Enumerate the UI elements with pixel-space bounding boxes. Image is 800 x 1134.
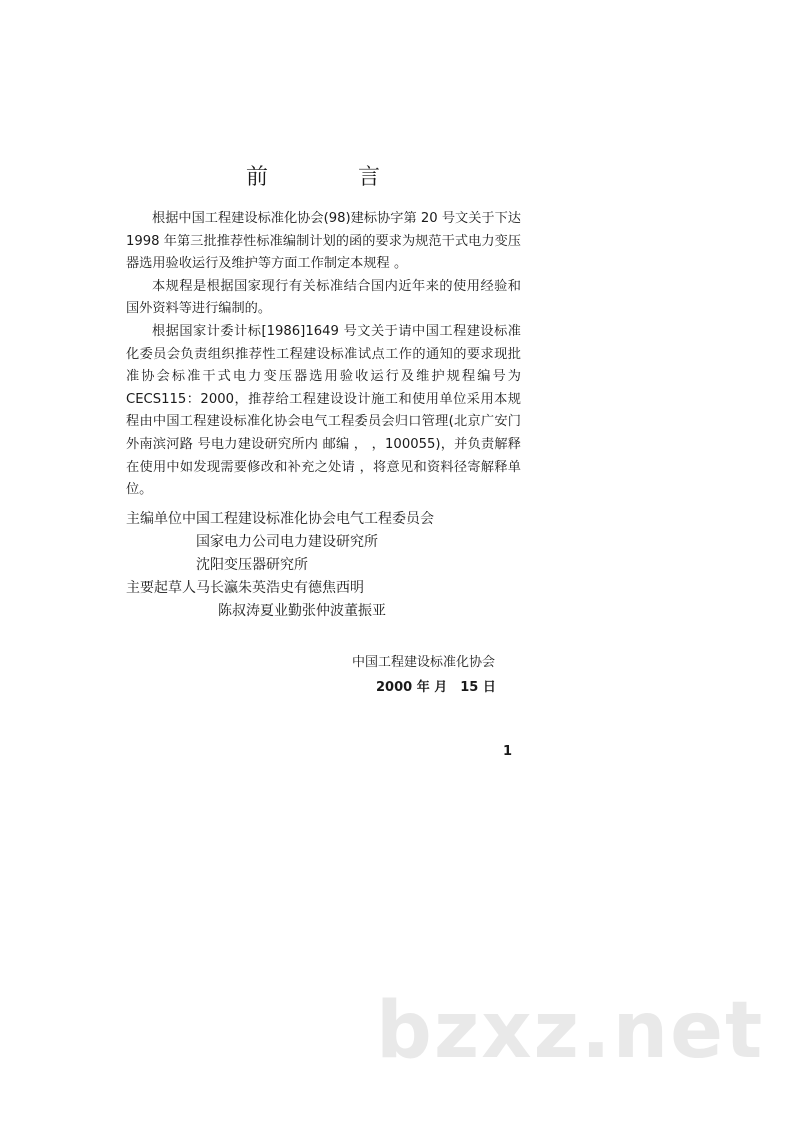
paragraph: 根据国家计委计标[1986]1649 号文关于请中国工程建设标准化委员会负责组织推荐性工程建设标准试点工作的通知的要求现批准协会标准干式电力变压器选用验收运行及维护规程编号为 CECS115：2000，推荐给工程建设设计施工和使用单位采用本规程由中国工程建设标准化协会电气工程委员会归口管理(北京广安门外南滨河路 号电力建设研究所内 邮编 ， ，100055)，并负责解释在使用中如发现需要修改和补充之处请 ，将意见和资料径寄解释单位。 [126,323,521,498]
drafters-names: 马长瀛朱英浩史有德焦西明 [196,580,364,596]
drafters-label: 主要起草人 [126,580,196,596]
signature-date: 2000 年 月 15 日 [376,680,496,695]
drafters-row [126,577,546,600]
chief-editor-row [126,508,546,531]
credits-block [126,508,546,623]
drafters-names-row [126,600,546,623]
chief-editor-unit: 中国工程建设标准化协会电气工程委员会 [182,511,434,527]
preface-body [126,208,521,502]
drafters-names: 陈叔涛夏业勤张仲波董振亚 [218,603,386,619]
signature-org: 中国工程建设标准化协会 [352,655,496,670]
signature-block [352,650,552,700]
paragraph: 根据中国工程建设标准化协会(98)建标协字第 20 号文关于下达 1998 年第三批推荐性标准编制计划的函的要求为规范干式电力变压器选用验收运行及维护等方面工作制定本规程 。 [126,211,521,272]
chief-editor-unit: 国家电力公司电力建设研究所 [196,534,378,550]
chief-editor-unit-row [126,531,546,554]
paragraph: 本规程是根据国家现行有关标准结合国内近年来的使用经验和国外资料等进行编制的。 [126,278,521,317]
chief-editor-unit: 沈阳变压器研究所 [196,557,308,573]
watermark: bzxz.net [376,986,765,1076]
chief-editor-label: 主编单位 [126,511,182,527]
page-title: 前 言 [245,165,414,190]
page-number: 1 [503,744,513,759]
chief-editor-unit-row [126,554,546,577]
